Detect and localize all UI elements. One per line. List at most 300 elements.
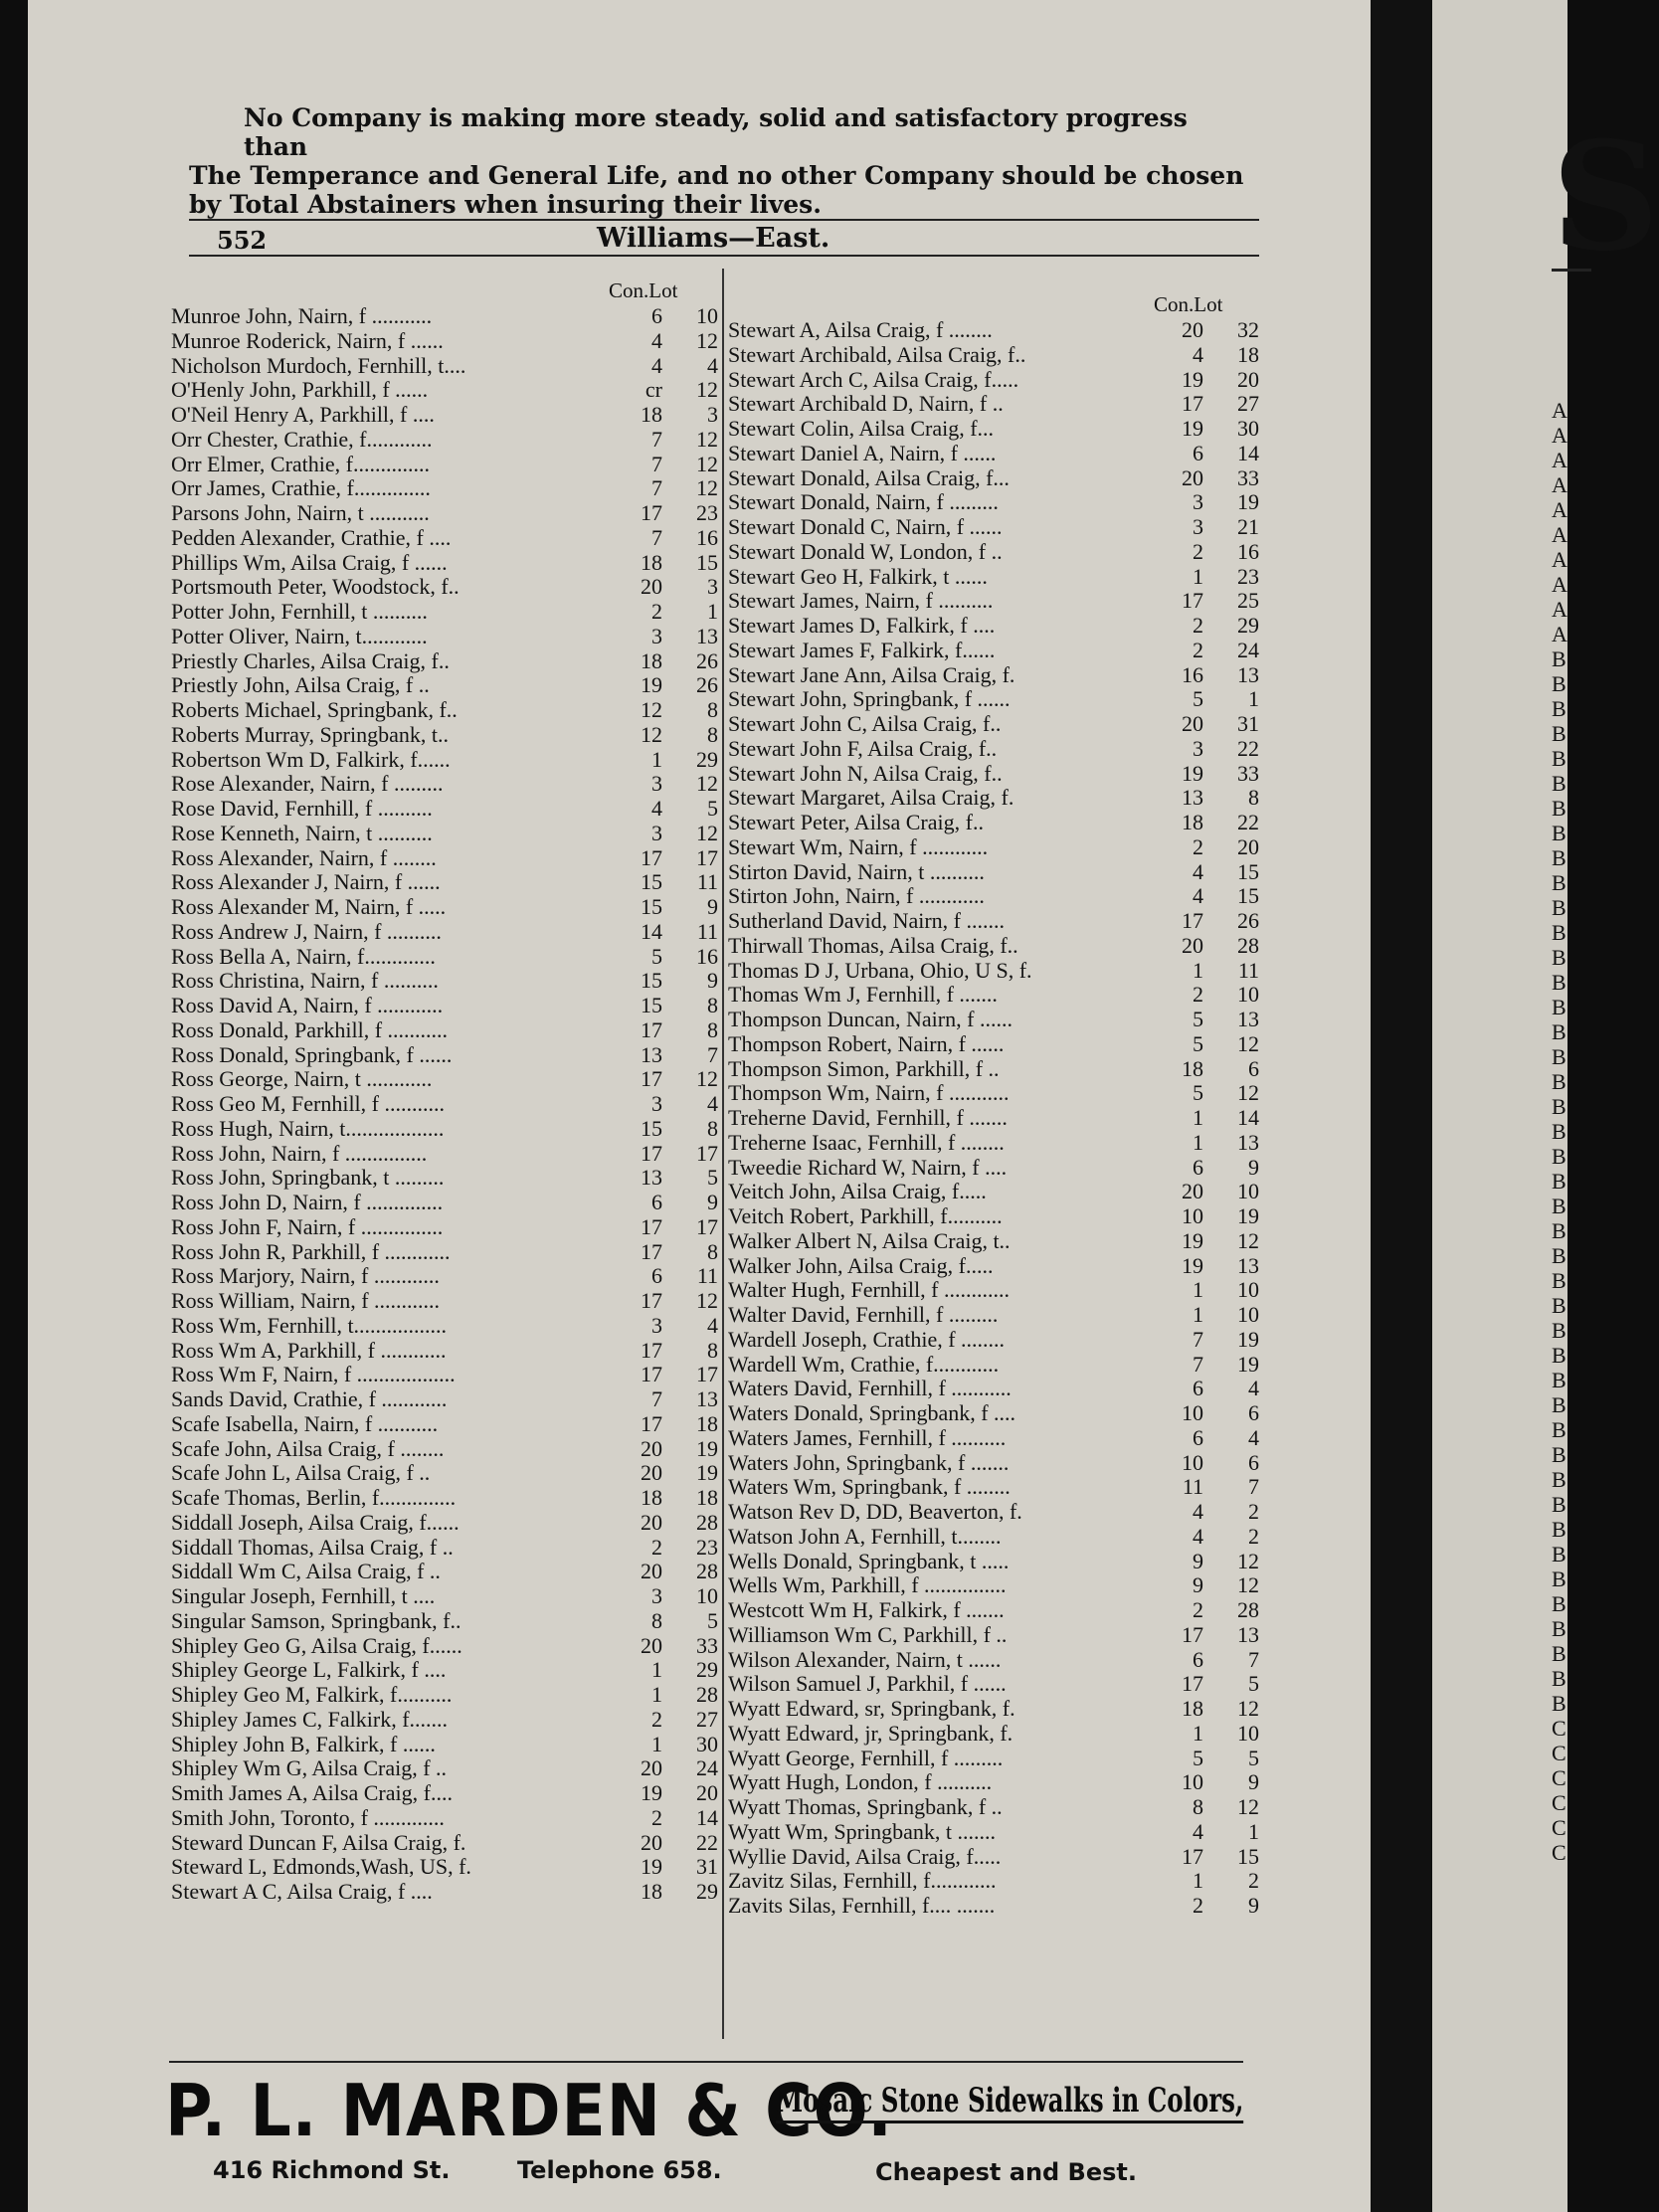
directory-entry — [728, 1820, 1259, 1845]
directory-entry — [171, 1831, 718, 1856]
entry-name: Ross Christina, Nairn, f .......... — [171, 968, 439, 994]
entry-name: Stewart Donald, Nairn, f ......... — [728, 489, 999, 515]
entry-lot: 12 — [696, 771, 718, 797]
entry-name: Ross Geo M, Fernhill, f ........... — [171, 1091, 445, 1116]
entry-lot: 8 — [707, 721, 718, 747]
entry-concession: 20 — [641, 574, 662, 600]
entry-lot: 12 — [1237, 1227, 1259, 1253]
directory-entry — [171, 1437, 718, 1462]
directory-entry — [171, 1142, 718, 1167]
facing-page-margin-letter: C — [1552, 1741, 1567, 1765]
entry-concession: 20 — [641, 1460, 662, 1486]
entry-concession: 19 — [1182, 416, 1203, 441]
entry-concession: 1 — [1193, 1868, 1203, 1894]
directory-entry — [728, 1254, 1259, 1279]
entry-concession: 4 — [651, 352, 662, 378]
entry-lot: 29 — [696, 746, 718, 772]
facing-page-margin-letter: B — [1552, 646, 1567, 671]
entry-lot: 22 — [1237, 735, 1259, 761]
advert-slogan: Mosaic Stone Sidewalks in Colors, — [776, 2081, 1243, 2123]
directory-entry — [728, 1648, 1259, 1673]
entry-name: Stewart Archibald, Ailsa Craig, f.. — [728, 341, 1026, 367]
entry-concession: 6 — [1193, 440, 1203, 465]
directory-entry — [728, 1156, 1259, 1181]
entry-name: Stewart Margaret, Ailsa Craig, f. — [728, 785, 1014, 811]
entry-concession: 1 — [651, 1657, 662, 1683]
entry-lot: 6 — [1248, 1055, 1259, 1081]
entry-concession: 10 — [1182, 1449, 1203, 1475]
entry-name: Munroe John, Nairn, f ........... — [171, 303, 433, 328]
entry-lot: 13 — [696, 1386, 718, 1411]
entry-lot: 19 — [696, 1435, 718, 1461]
entry-name: Ross George, Nairn, t ............ — [171, 1066, 433, 1092]
advert-header-line-1: No Company is making more steady, solid and satisfactory progress than — [244, 103, 1188, 161]
facing-page-margin-letter: B — [1552, 821, 1567, 845]
directory-entry — [728, 1770, 1259, 1795]
entry-lot: 18 — [696, 1485, 718, 1510]
entry-name: Ross John D, Nairn, f .............. — [171, 1190, 444, 1214]
entry-concession: 20 — [641, 1509, 662, 1535]
page-number: 552 — [217, 226, 268, 255]
facing-page-margin-letter: B — [1552, 1567, 1567, 1591]
entry-name: Singular Joseph, Fernhill, t .... — [171, 1583, 436, 1608]
entry-name: Priestly John, Ailsa Craig, f .. — [171, 672, 430, 698]
entry-concession: 4 — [1193, 883, 1203, 909]
entry-concession: 19 — [641, 672, 662, 698]
entry-name: Wilson Samuel J, Parkhil, f ...... — [728, 1671, 1007, 1697]
entry-name: Orr Chester, Crathie, f............ — [171, 426, 433, 452]
entry-lot: 22 — [1237, 810, 1259, 834]
directory-entry — [171, 1880, 718, 1905]
entry-concession: 15 — [641, 1115, 662, 1141]
footer-rule — [169, 2061, 1243, 2063]
entry-name: Ross David A, Nairn, f ............ — [171, 993, 444, 1017]
entry-concession: 5 — [1193, 1007, 1203, 1031]
directory-entry — [171, 748, 718, 773]
entry-lot: 4 — [707, 1312, 718, 1338]
entry-lot: 8 — [707, 993, 718, 1017]
entry-name: Ross Bella A, Nairn, f............. — [171, 943, 436, 969]
facing-page-edge — [1432, 0, 1659, 2212]
entry-name: Steward Duncan F, Ailsa Craig, f. — [171, 1829, 466, 1855]
directory-entry — [728, 614, 1259, 639]
entry-lot: 15 — [1237, 1843, 1259, 1869]
entry-concession: 2 — [1193, 833, 1203, 859]
entry-concession: 17 — [641, 1016, 662, 1042]
entry-concession: 20 — [1182, 932, 1203, 958]
directory-entry — [728, 1180, 1259, 1204]
entry-concession: 17 — [1182, 588, 1203, 614]
left-entry-column — [171, 304, 718, 1905]
directory-entry — [728, 1475, 1259, 1500]
facing-page-margin-letter: C — [1552, 1840, 1567, 1865]
entry-concession: 10 — [1182, 1769, 1203, 1795]
directory-entry — [728, 1131, 1259, 1156]
directory-entry — [171, 575, 718, 600]
entry-name: Ross William, Nairn, f ............ — [171, 1288, 441, 1313]
header-rule — [189, 219, 1259, 221]
entry-lot: 19 — [1237, 1326, 1259, 1352]
entry-name: Wyatt Wm, Springbank, t ....... — [728, 1818, 996, 1844]
advert-company-name: P. L. MARDEN & CO. — [165, 2069, 893, 2152]
entry-concession: 17 — [641, 1140, 662, 1166]
directory-entry — [728, 466, 1259, 491]
directory-entry — [171, 354, 718, 379]
facing-page-margin-letter: B — [1552, 1243, 1567, 1268]
facing-page-margin-letter: B — [1552, 696, 1567, 721]
facing-page-margin-letter: B — [1552, 771, 1567, 796]
entry-name: Stewart Donald C, Nairn, f ...... — [728, 514, 1003, 539]
entry-lot: 10 — [1237, 1179, 1259, 1204]
facing-page-margin-letter: B — [1552, 1467, 1567, 1492]
directory-entry — [728, 983, 1259, 1008]
entry-name: Wells Donald, Springbank, t ..... — [728, 1548, 1010, 1573]
facing-page-margin-letter: B — [1552, 1517, 1567, 1542]
entry-name: Thirwall Thomas, Ailsa Craig, f.. — [728, 932, 1018, 958]
entry-concession: 8 — [1193, 1794, 1203, 1819]
entry-lot: 30 — [696, 1731, 718, 1756]
directory-entry — [728, 1500, 1259, 1525]
facing-page-margin-letter: B — [1552, 1343, 1567, 1368]
directory-entry — [171, 772, 718, 797]
entry-concession: 3 — [651, 623, 662, 648]
entry-lot: 12 — [1237, 1572, 1259, 1598]
directory-entry — [171, 1339, 718, 1364]
entry-lot: 33 — [1237, 760, 1259, 786]
directory-entry — [171, 994, 718, 1018]
entry-concession: 1 — [651, 1682, 662, 1707]
entry-name: Potter Oliver, Nairn, t............ — [171, 623, 428, 648]
entry-name: Wells Wm, Parkhill, f ............... — [728, 1572, 1007, 1598]
facing-page-margin-letter: A — [1552, 547, 1567, 572]
directory-entry — [171, 797, 718, 822]
directory-entry — [728, 1106, 1259, 1131]
entry-name: Williamson Wm C, Parkhill, f .. — [728, 1621, 1008, 1647]
facing-page-margin-letter: A — [1552, 522, 1567, 547]
entry-concession: 18 — [1182, 810, 1203, 834]
right-column-header: Con.Lot — [1154, 292, 1223, 316]
entry-concession: 19 — [641, 1780, 662, 1805]
facing-page-margin-letter: A — [1552, 398, 1567, 423]
directory-entry — [171, 698, 718, 723]
entry-name: Ross John, Springbank, t ......... — [171, 1165, 445, 1191]
directory-entry — [171, 673, 718, 698]
entry-lot: 17 — [696, 1213, 718, 1239]
facing-page-margin-letter: A — [1552, 622, 1567, 646]
entry-lot: 11 — [696, 1263, 718, 1289]
entry-name: Stewart James D, Falkirk, f .... — [728, 613, 996, 638]
directory-entry — [728, 1377, 1259, 1401]
entry-lot: 8 — [707, 1337, 718, 1363]
entry-concession: 6 — [651, 1190, 662, 1214]
directory-entry — [171, 1781, 718, 1806]
entry-name: Wyatt Hugh, London, f .......... — [728, 1769, 993, 1795]
facing-page-margin-letter: B — [1552, 1094, 1567, 1119]
entry-name: Walker Albert N, Ailsa Craig, t.. — [728, 1227, 1011, 1253]
entry-concession: 14 — [641, 918, 662, 944]
entry-concession: 18 — [1182, 1696, 1203, 1721]
directory-entry — [171, 1215, 718, 1240]
directory-entry — [728, 540, 1259, 565]
advert-header — [189, 103, 1259, 219]
entry-lot: 8 — [707, 1238, 718, 1264]
directory-entry — [728, 1623, 1259, 1648]
entry-name: Stewart John N, Ailsa Craig, f.. — [728, 760, 1003, 786]
entry-lot: 14 — [696, 1804, 718, 1830]
directory-entry — [728, 368, 1259, 393]
directory-entry — [171, 1609, 718, 1634]
entry-name: Wyatt Edward, jr, Springbank, f. — [728, 1720, 1014, 1746]
directory-entry — [171, 476, 718, 501]
facing-page-margin-letter: A — [1552, 423, 1567, 448]
entry-name: Shipley Geo G, Ailsa Craig, f...... — [171, 1632, 462, 1658]
directory-entry — [728, 639, 1259, 663]
entry-name: Orr Elmer, Crathie, f.............. — [171, 451, 430, 476]
entry-concession: 17 — [641, 1066, 662, 1092]
entry-lot: 19 — [1237, 489, 1259, 515]
entry-name: Shipley James C, Falkirk, f....... — [171, 1706, 449, 1732]
directory-entry — [728, 1032, 1259, 1057]
entry-lot: 27 — [696, 1706, 718, 1732]
entry-name: Watson John A, Fernhill, t........ — [728, 1523, 1002, 1549]
directory-entry — [728, 442, 1259, 466]
entry-name: Shipley George L, Falkirk, f .... — [171, 1657, 447, 1683]
entry-name: Wyatt Thomas, Springbank, f .. — [728, 1794, 1003, 1819]
facing-page-margin-letter: B — [1552, 1616, 1567, 1641]
entry-concession: 3 — [651, 1312, 662, 1338]
entry-name: Ross Alexander J, Nairn, f ...... — [171, 869, 441, 895]
directory-entry — [171, 1658, 718, 1683]
entry-name: Stewart Colin, Ailsa Craig, f... — [728, 416, 995, 441]
entry-lot: 16 — [696, 524, 718, 550]
directory-entry — [728, 959, 1259, 984]
entry-lot: 18 — [1237, 341, 1259, 367]
facing-page-margin-letter: B — [1552, 671, 1567, 696]
entry-concession: 2 — [1193, 1893, 1203, 1918]
directory-entry — [728, 786, 1259, 811]
directory-entry — [728, 1573, 1259, 1598]
entry-concession: 1 — [1193, 1277, 1203, 1303]
entry-concession: 16 — [1182, 661, 1203, 687]
directory-entry — [171, 1314, 718, 1339]
entry-concession: 4 — [1193, 1818, 1203, 1844]
entry-name: Thomas Wm J, Fernhill, f ....... — [728, 982, 998, 1008]
entry-name: Thompson Simon, Parkhill, f .. — [728, 1055, 1000, 1081]
directory-entry — [728, 1747, 1259, 1771]
directory-entry — [171, 1412, 718, 1437]
running-head: Williams—East. — [597, 223, 830, 254]
entry-concession: 13 — [1182, 785, 1203, 811]
entry-name: Wardell Joseph, Crathie, f ........ — [728, 1326, 1006, 1352]
entry-lot: 1 — [1248, 686, 1259, 712]
entry-lot: 14 — [1237, 440, 1259, 465]
entry-name: Potter John, Fernhill, t .......... — [171, 599, 428, 624]
entry-concession: 1 — [1193, 1105, 1203, 1130]
entry-lot: 30 — [1237, 416, 1259, 441]
directory-entry — [728, 1672, 1259, 1697]
directory-entry — [171, 846, 718, 871]
entry-lot: 31 — [1237, 711, 1259, 736]
entry-name: Smith James A, Ailsa Craig, f.... — [171, 1780, 453, 1805]
directory-entry — [171, 1511, 718, 1536]
entry-name: Treherne David, Fernhill, f ....... — [728, 1105, 1008, 1130]
entry-concession: 6 — [1193, 1646, 1203, 1672]
entry-lot: 12 — [696, 327, 718, 353]
entry-concession: 2 — [651, 1534, 662, 1560]
entry-name: Stewart John C, Ailsa Craig, f.. — [728, 711, 1002, 736]
facing-page-margin-letter: B — [1552, 1144, 1567, 1169]
entry-lot: 2 — [1248, 1499, 1259, 1524]
entry-concession: 13 — [641, 1165, 662, 1191]
entry-concession: 19 — [1182, 760, 1203, 786]
entry-concession: 7 — [651, 524, 662, 550]
directory-entry — [171, 945, 718, 970]
entry-name: Walker John, Ailsa Craig, f..... — [728, 1252, 994, 1278]
facing-page-margin-letter: B — [1552, 1542, 1567, 1567]
entry-concession: 6 — [1193, 1424, 1203, 1450]
entry-lot: 17 — [696, 1362, 718, 1387]
directory-entry — [171, 1683, 718, 1708]
directory-entry — [171, 304, 718, 329]
running-head-rule — [189, 255, 1259, 257]
entry-lot: 19 — [1237, 1203, 1259, 1228]
directory-entry — [171, 329, 718, 354]
entry-lot: 17 — [696, 844, 718, 870]
entry-name: Wyatt Edward, sr, Springbank, f. — [728, 1696, 1015, 1721]
entry-name: Munroe Roderick, Nairn, f ...... — [171, 327, 444, 353]
entry-concession: 4 — [1193, 1523, 1203, 1549]
entry-concession: 20 — [641, 1755, 662, 1781]
directory-entry — [171, 1486, 718, 1511]
entry-concession: 18 — [641, 1485, 662, 1510]
entry-concession: 7 — [651, 475, 662, 501]
directory-entry — [728, 737, 1259, 762]
entry-concession: 1 — [1193, 957, 1203, 983]
entry-concession: 1 — [1193, 1129, 1203, 1155]
entry-concession: 5 — [651, 943, 662, 969]
directory-entry — [728, 565, 1259, 590]
facing-page-margin-letter: B — [1552, 1442, 1567, 1467]
directory-entry — [728, 1426, 1259, 1451]
entry-concession: 2 — [1193, 982, 1203, 1008]
entry-lot: 20 — [1237, 366, 1259, 392]
directory-entry — [171, 1191, 718, 1215]
directory-entry — [728, 589, 1259, 614]
entry-name: Zavits Silas, Fernhill, f.... ....... — [728, 1893, 996, 1918]
entry-concession: 6 — [651, 1263, 662, 1289]
facing-page-margin-letter: B — [1552, 1169, 1567, 1194]
entry-concession: 7 — [1193, 1326, 1203, 1352]
entry-name: Ross Alexander, Nairn, f ........ — [171, 844, 437, 870]
right-entry-column — [728, 318, 1259, 1919]
entry-lot: 7 — [707, 1041, 718, 1067]
advert-header-line-3: by Total Abstainers when insuring their lives. — [189, 190, 822, 219]
entry-name: Smith John, Toronto, f ............. — [171, 1804, 445, 1830]
entry-name: Thomas D J, Urbana, Ohio, U S, f. — [728, 957, 1032, 983]
entry-lot: 10 — [1237, 1720, 1259, 1746]
entry-concession: cr — [645, 377, 662, 403]
directory-entry — [728, 417, 1259, 442]
facing-page-margin-letter: B — [1552, 970, 1567, 995]
entry-name: Stewart James F, Falkirk, f...... — [728, 637, 996, 662]
directory-entry — [171, 1387, 718, 1412]
left-column-header: Con.Lot — [609, 278, 678, 302]
facing-page-margin-letter: B — [1552, 1368, 1567, 1392]
entry-concession: 2 — [651, 1706, 662, 1732]
entry-concession: 4 — [1193, 1499, 1203, 1524]
entry-name: Stirton David, Nairn, t .......... — [728, 858, 985, 884]
directory-entry — [728, 934, 1259, 959]
directory-entry — [171, 969, 718, 994]
entry-concession: 20 — [641, 1435, 662, 1461]
entry-lot: 10 — [1237, 982, 1259, 1008]
entry-name: Stewart Jane Ann, Ailsa Craig, f. — [728, 661, 1015, 687]
entry-lot: 14 — [1237, 1105, 1259, 1130]
advert-telephone: Telephone 658. — [517, 2156, 722, 2184]
entry-lot: 15 — [696, 549, 718, 575]
entry-concession: 18 — [641, 402, 662, 427]
facing-page-margin-letter: B — [1552, 1641, 1567, 1666]
facing-page-margin-letter: B — [1552, 995, 1567, 1019]
entry-lot: 12 — [696, 820, 718, 845]
entry-name: Stirton John, Nairn, f ............ — [728, 883, 985, 909]
entry-concession: 17 — [1182, 908, 1203, 933]
entry-name: Veitch Robert, Parkhill, f.......... — [728, 1203, 1003, 1228]
entry-name: Thompson Wm, Nairn, f ........... — [728, 1080, 1010, 1106]
entry-name: Rose David, Fernhill, f .......... — [171, 796, 433, 821]
entry-concession: 17 — [641, 844, 662, 870]
entry-concession: 13 — [641, 1041, 662, 1067]
entry-concession: 17 — [1182, 1671, 1203, 1697]
entry-concession: 20 — [1182, 464, 1203, 490]
entry-concession: 18 — [641, 647, 662, 673]
facing-page-margin-letter: A — [1552, 472, 1567, 497]
entry-name: Roberts Michael, Springbank, f.. — [171, 697, 458, 722]
entry-lot: 12 — [696, 377, 718, 403]
directory-entry — [171, 1733, 718, 1757]
entry-name: Stewart Archibald D, Nairn, f .. — [728, 391, 1004, 417]
entry-lot: 13 — [1237, 1621, 1259, 1647]
entry-concession: 3 — [651, 771, 662, 797]
entry-name: Wyllie David, Ailsa Craig, f..... — [728, 1843, 1002, 1869]
directory-entry — [171, 1067, 718, 1092]
entry-lot: 8 — [1248, 785, 1259, 811]
entry-concession: 12 — [641, 721, 662, 747]
entry-lot: 3 — [707, 402, 718, 427]
entry-name: Scafe John L, Ailsa Craig, f .. — [171, 1460, 431, 1486]
directory-entry — [728, 392, 1259, 417]
entry-lot: 28 — [1237, 932, 1259, 958]
facing-page-margin-letter: B — [1552, 1044, 1567, 1069]
entry-name: Ross Alexander M, Nairn, f ..... — [171, 894, 447, 919]
directory-entry — [728, 1697, 1259, 1722]
entry-lot: 25 — [1237, 588, 1259, 614]
directory-entry — [171, 1264, 718, 1289]
facing-page-margin-letter: B — [1552, 796, 1567, 821]
facing-page-margin-letter: B — [1552, 845, 1567, 870]
directory-entry — [728, 1303, 1259, 1328]
entry-lot: 12 — [1237, 1696, 1259, 1721]
directory-entry — [171, 1560, 718, 1584]
entry-concession: 6 — [1193, 1154, 1203, 1180]
entry-lot: 11 — [696, 869, 718, 895]
entry-lot: 7 — [1248, 1474, 1259, 1500]
directory-entry — [728, 860, 1259, 885]
directory-entry — [728, 515, 1259, 540]
entry-lot: 4 — [1248, 1376, 1259, 1401]
directory-entry — [171, 551, 718, 576]
entry-lot: 5 — [707, 1165, 718, 1191]
